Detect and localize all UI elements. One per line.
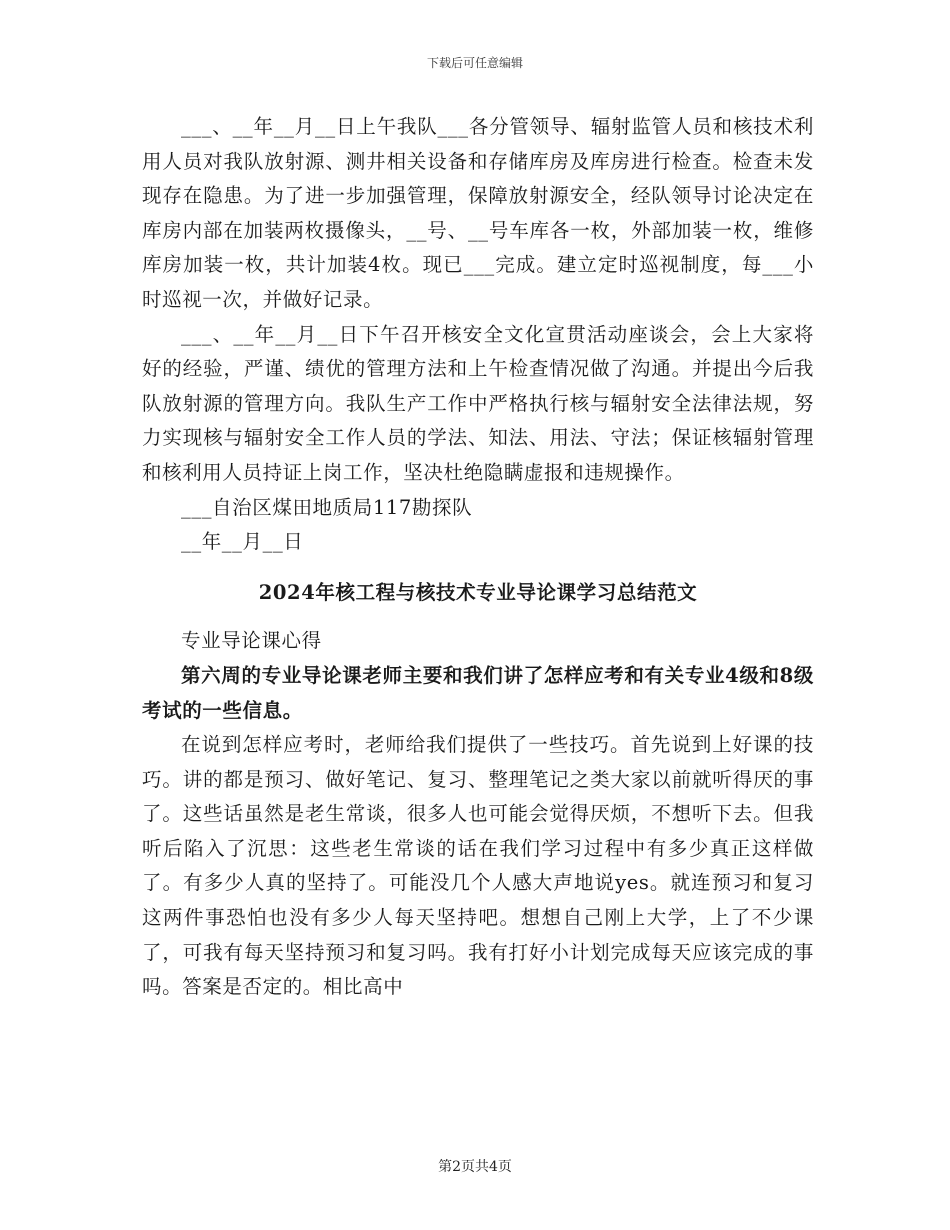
document-body (142, 110, 814, 1005)
lead-paragraph: 第六周的专业导论课老师主要和我们讲了怎样应考和有关专业4级和8级考试的一些信息。 (142, 663, 814, 722)
paragraph-inspection: ___、__年__月__日上午我队___各分管领导、辐射监管人员和核技术利用人员对我队放射源、测井相关设备和存储库房及库房进行检查。检查未发现存在隐患。为了进一步加强管理，保障放射源安全，经队领导讨论决定在库房内部在加装两枚摄像头，__号、__号车库各一枚，外部加装一枚，维修库房加装一枚，共计加装4枚。现已___完成。建立定时巡视制度，每___小时巡视一次，并做好记录。 (142, 115, 814, 311)
signature-date: __年__月__日 (181, 530, 304, 554)
page-header: 下载后可任意编辑 (426, 56, 523, 70)
body-paragraph: 在说到怎样应考时，老师给我们提供了一些技巧。首先说到上好课的技巧。讲的都是预习、做好笔记、复习、整理笔记之类大家以前就听得厌的事了。这些话虽然是老生常谈，很多人也可能会觉得厌烦，不想听下去。但我听后陷入了沉思：这些老生常谈的话在我们学习过程中有多少真正这样做了。有多少人真的坚持了。可能没几个人感大声地说yes。就连预习和复习这两件事恐怕也没有多少人每天坚持吧。想想自己刚上大学，上了不少课了，可我有每天坚持预习和复习吗。我有打好小计划完成每天应该完成的事吗。答案是否定的。相比高中 (142, 733, 814, 999)
signature-organization: ___自治区煤田地质局117勘探队 (181, 495, 473, 519)
page-footer: 第2页共4页 (438, 1159, 512, 1175)
paragraph-meeting: ___、__年__月__日下午召开核安全文化宣贯活动座谈会，会上大家将好的经验，严谨、绩优的管理方法和上午检查情况做了沟通。并提出今后我队放射源的管理方向。我队生产工作中严格执行核与辐射安全法律法规，努力实现核与辐射安全工作人员的学法、知法、用法、守法；保证核辐射管理和核利用人员持证上岗工作，坚决杜绝隐瞒虚报和违规操作。 (142, 322, 814, 484)
section-subtitle: 专业导论课心得 (181, 629, 322, 653)
section-title: 2024年核工程与核技术专业导论课学习总结范文 (258, 580, 698, 604)
